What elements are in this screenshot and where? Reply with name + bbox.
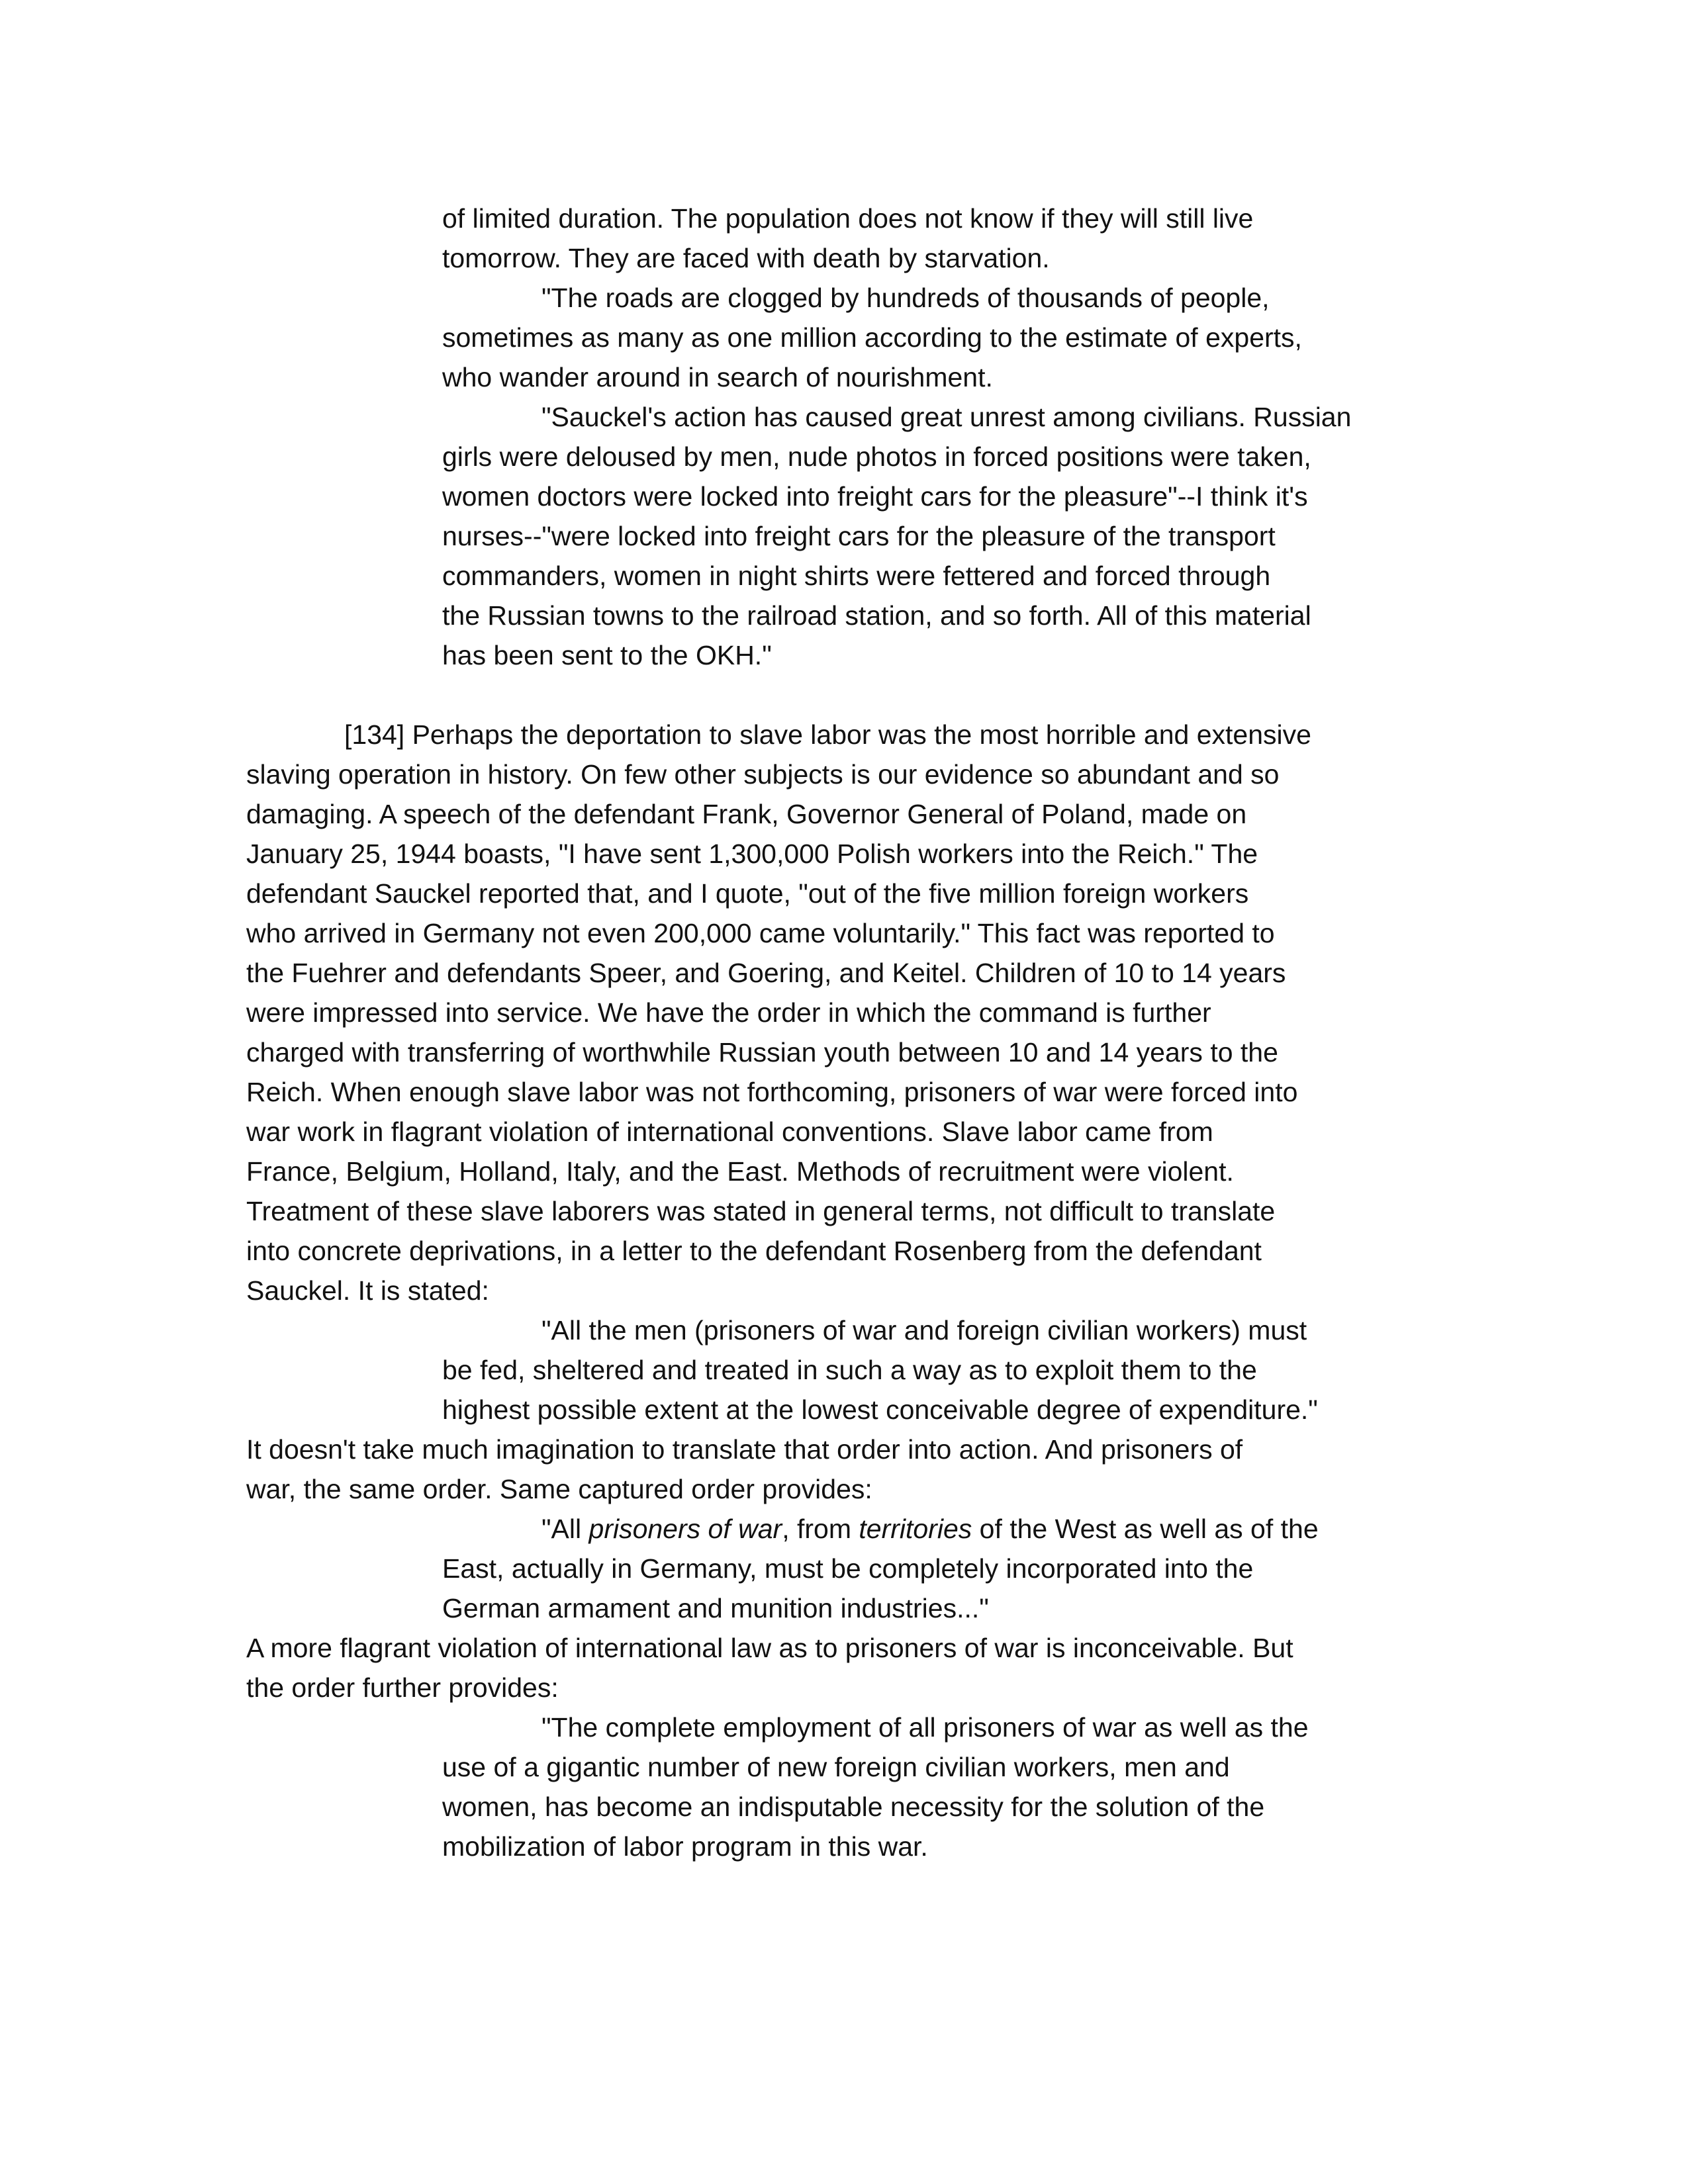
text-line: tomorrow. They are faced with death by starvation.	[442, 243, 1050, 273]
text-line: use of a gigantic number of new foreign civilian workers, men and	[442, 1752, 1230, 1782]
text-line: nurses--"were locked into freight cars for the pleasure of the transport	[442, 521, 1276, 551]
text-line: has been sent to the OKH."	[442, 640, 772, 670]
text-line: be fed, sheltered and treated in such a way as to exploit them to the	[442, 1355, 1257, 1385]
text-line: Treatment of these slave laborers was stated in general terms, not difficult to translate	[246, 1196, 1276, 1226]
text-line: who arrived in Germany not even 200,000 came voluntarily." This fact was reported to	[246, 918, 1275, 948]
text-line: France, Belgium, Holland, Italy, and the East. Methods of recruitment were violent.	[246, 1156, 1234, 1187]
text-line: the Russian towns to the railroad station, and so forth. All of this material	[442, 600, 1311, 631]
text-line: charged with transferring of worthwhile Russian youth between 10 and 14 years to the	[246, 1037, 1278, 1068]
text-line: sometimes as many as one million according to the estimate of experts,	[442, 322, 1302, 353]
text-line: "The complete employment of all prisoners of war as well as the	[541, 1712, 1309, 1743]
text-line: into concrete deprivations, in a letter to the defendant Rosenberg from the defendant	[246, 1236, 1262, 1266]
text-line: slaving operation in history. On few other subjects is our evidence so abundant and so	[246, 759, 1280, 790]
text-run: of the West as well as of the	[972, 1514, 1319, 1544]
text-line: defendant Sauckel reported that, and I quote, "out of the five million foreign workers	[246, 878, 1249, 909]
text-line: mobilization of labor program in this war.	[442, 1831, 928, 1862]
text-line: women, has become an indisputable necessity for the solution of the	[442, 1792, 1265, 1822]
text-line: East, actually in Germany, must be completely incorporated into the	[442, 1553, 1254, 1584]
text-line: German armament and munition industries..."	[442, 1593, 989, 1623]
text-line: damaging. A speech of the defendant Frank, Governor General of Poland, made on	[246, 799, 1247, 829]
text-line: Sauckel. It is stated:	[246, 1275, 489, 1306]
text-line: were impressed into service. We have the order in which the command is further	[246, 997, 1211, 1028]
text-line: January 25, 1944 boasts, "I have sent 1,300,000 Polish workers into the Reich." The	[246, 839, 1258, 869]
text-line: the Fuehrer and defendants Speer, and Goering, and Keitel. Children of 10 to 14 years	[246, 958, 1286, 988]
text-line: It doesn't take much imagination to translate that order into action. And prisoners of	[246, 1434, 1243, 1465]
text-line: the order further provides:	[246, 1672, 559, 1703]
text-line: [134] Perhaps the deportation to slave labor was the most horrible and extensive	[344, 719, 1311, 750]
text-line: "Sauckel's action has caused great unrest among civilians. Russian	[541, 402, 1352, 432]
text-line: "All the men (prisoners of war and foreign civilian workers) must	[541, 1315, 1307, 1345]
text-line: "The roads are clogged by hundreds of thousands of people,	[541, 283, 1270, 313]
italic-text-run: territories	[859, 1514, 972, 1544]
text-line: who wander around in search of nourishment.	[442, 362, 993, 392]
text-line	[541, 1509, 1319, 1549]
text-run: "All	[541, 1514, 589, 1544]
text-line: war, the same order. Same captured order provides:	[246, 1474, 872, 1504]
text-line: Reich. When enough slave labor was not forthcoming, prisoners of war were forced into	[246, 1077, 1298, 1107]
text-line: war work in flagrant violation of international conventions. Slave labor came from	[246, 1116, 1213, 1147]
text-line: women doctors were locked into freight cars for the pleasure"--I think it's	[442, 481, 1308, 512]
text-run: , from	[782, 1514, 859, 1544]
italic-text-run: prisoners of war	[588, 1514, 782, 1544]
text-line: A more flagrant violation of international law as to prisoners of war is inconceivable. But	[246, 1633, 1293, 1663]
text-line: highest possible extent at the lowest conceivable degree of expenditure."	[442, 1394, 1318, 1425]
text-line: commanders, women in night shirts were fettered and forced through	[442, 561, 1271, 591]
text-line: of limited duration. The population does not know if they will still live	[442, 203, 1254, 234]
text-line: girls were deloused by men, nude photos in forced positions were taken,	[442, 441, 1311, 472]
